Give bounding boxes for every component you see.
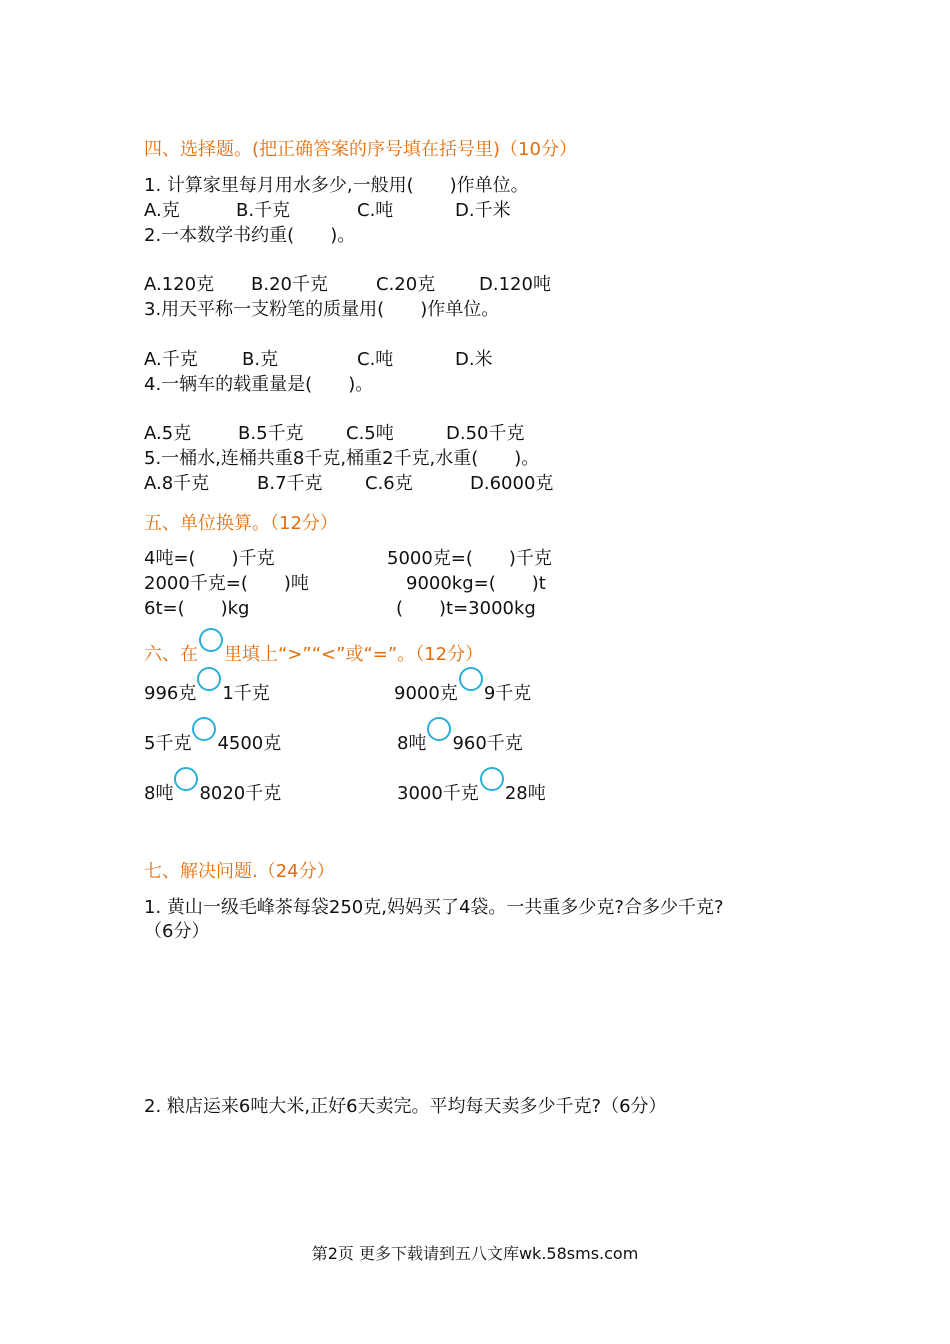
conversion-1: 4吨=( )千克 (144, 548, 275, 569)
q1-option-b: B.千克 (236, 200, 291, 221)
conversion-4: 9000kg=( )t (406, 573, 546, 594)
problem-1-line2: （6分） (144, 921, 210, 942)
q3-option-c: C.吨 (357, 349, 394, 370)
question-4: 4.一辆车的载重量是( )。 (144, 374, 374, 395)
question-3: 3.用天平称一支粉笔的质量用( )作单位。 (144, 299, 500, 320)
conversion-3: 2000千克=( )吨 (144, 573, 309, 594)
q4-option-d: D.50千克 (446, 423, 525, 444)
q5-option-d: D.6000克 (470, 473, 554, 494)
answer-circle[interactable] (480, 767, 504, 791)
compare-right: 28吨 (504, 783, 546, 804)
answer-circle[interactable] (427, 717, 451, 741)
conversion-2: 5000克=( )千克 (387, 548, 552, 569)
compare-left: 9000克 (394, 683, 458, 704)
section6-title-post: 里填上“>”“<”或“=”。（12分） (224, 644, 484, 665)
q4-option-a: A.5克 (144, 423, 192, 444)
compare-right: 4500克 (217, 733, 282, 754)
question-5: 5.一桶水,连桶共重8千克,桶重2千克,水重( )。 (144, 448, 540, 469)
q4-option-b: B.5千克 (238, 423, 304, 444)
problem-1-line1: 1. 黄山一级毛峰茶每袋250克,妈妈买了4袋。一共重多少克?合多少千克? (144, 897, 724, 918)
q5-option-b: B.7千克 (257, 473, 323, 494)
compare-right: 8020千克 (199, 783, 282, 804)
compare-right: 960千克 (452, 733, 523, 754)
answer-circle[interactable] (459, 667, 483, 691)
q3-option-d: D.米 (455, 349, 493, 370)
q2-option-c: C.20克 (376, 274, 436, 295)
compare-item-6 (397, 777, 546, 806)
q5-option-a: A.8千克 (144, 473, 210, 494)
answer-circle[interactable] (174, 767, 198, 791)
q4-option-c: C.5吨 (346, 423, 394, 444)
q3-option-b: B.克 (242, 349, 279, 370)
section5-title: 五、单位换算。（12分） (144, 513, 338, 534)
compare-left: 8吨 (144, 783, 174, 804)
compare-circle-icon (199, 628, 223, 652)
compare-item-1 (144, 677, 270, 706)
page-footer: 第2页 更多下载请到五八文库wk.58sms.com (311, 1244, 639, 1263)
section7-title: 七、解决问题.（24分） (144, 861, 335, 882)
q5-option-c: C.6克 (365, 473, 413, 494)
compare-item-3 (144, 727, 281, 756)
q3-option-a: A.千克 (144, 349, 198, 370)
section6-title (144, 638, 483, 667)
q1-option-d: D.千米 (455, 200, 511, 221)
compare-right: 9千克 (483, 683, 532, 704)
compare-left: 3000千克 (397, 783, 479, 804)
q2-option-a: A.120克 (144, 274, 215, 295)
q2-option-b: B.20千克 (251, 274, 328, 295)
question-1: 1. 计算家里每月用水多少,一般用( )作单位。 (144, 175, 529, 196)
problem-2: 2. 粮店运来6吨大米,正好6天卖完。平均每天卖多少千克?（6分） (144, 1096, 667, 1117)
compare-left: 5千克 (144, 733, 192, 754)
answer-circle[interactable] (192, 717, 216, 741)
answer-circle[interactable] (197, 667, 221, 691)
q1-option-a: A.克 (144, 200, 180, 221)
compare-right: 1千克 (222, 683, 270, 704)
compare-left: 996克 (144, 683, 197, 704)
compare-item-2 (394, 677, 531, 706)
section6-title-pre: 六、在 (144, 644, 198, 665)
question-2: 2.一本数学书约重( )。 (144, 225, 356, 246)
compare-item-5 (144, 777, 281, 806)
q1-option-c: C.吨 (357, 200, 394, 221)
conversion-5: 6t=( )kg (144, 598, 250, 619)
section4-title: 四、选择题。(把正确答案的序号填在括号里)（10分） (144, 139, 577, 160)
conversion-6: ( )t=3000kg (396, 598, 536, 619)
compare-left: 8吨 (397, 733, 427, 754)
q2-option-d: D.120吨 (479, 274, 551, 295)
compare-item-4 (397, 727, 523, 756)
